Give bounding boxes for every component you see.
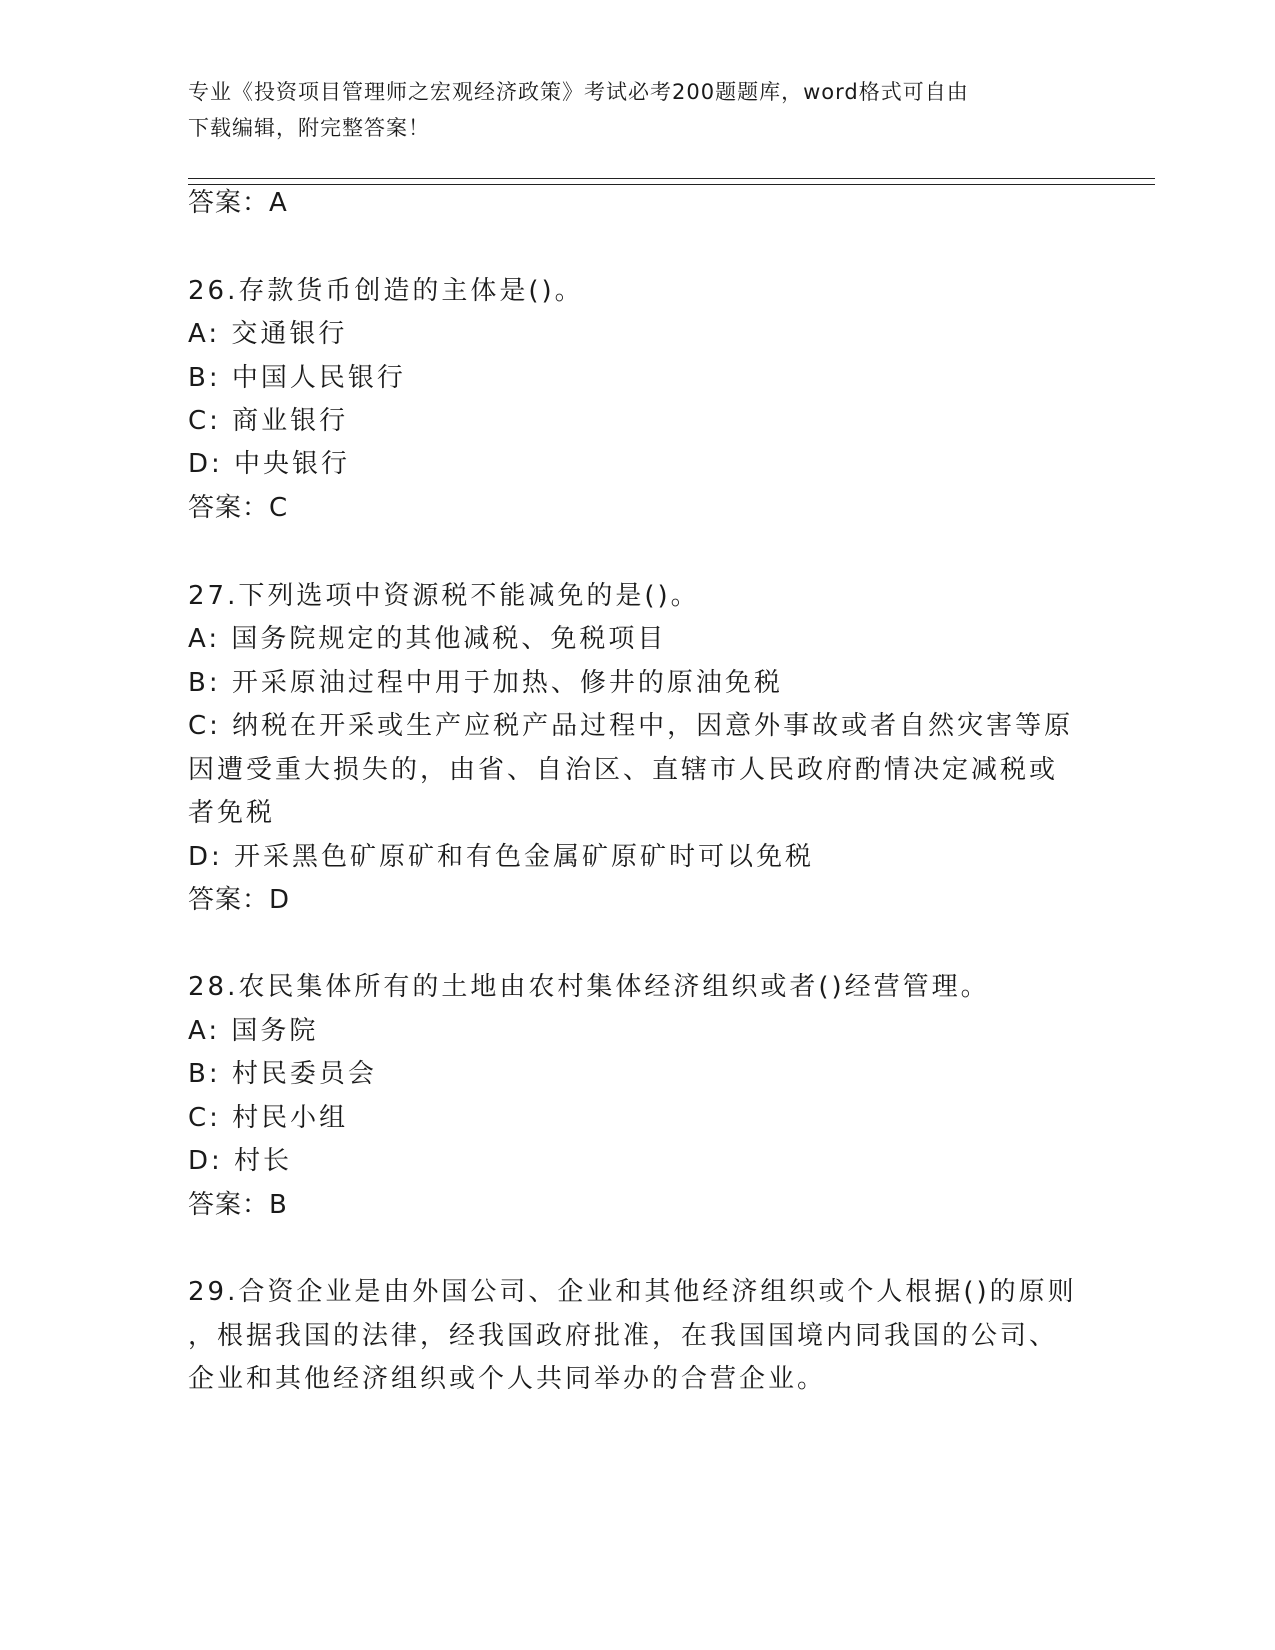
- answer-prev: 答案：A: [188, 188, 288, 218]
- q28-stem: 28.农民集体所有的土地由农村集体经济组织或者()经营管理。: [188, 972, 990, 1002]
- header-rule-top: [188, 178, 1155, 179]
- q28-answer: 答案：B: [188, 1190, 288, 1220]
- q27-stem: 27.下列选项中资源税不能减免的是()。: [188, 581, 700, 611]
- q27-option-c-line-3: 者免税: [188, 798, 276, 828]
- q28-option-c: C: 村民小组: [188, 1103, 349, 1133]
- header-rule-bottom: [188, 184, 1155, 185]
- document-header: [188, 74, 1068, 146]
- q28-option-d: D: 村长: [188, 1146, 293, 1176]
- q29-stem-line-2: ，根据我国的法律，经我国政府批准，在我国国境内同我国的公司、: [188, 1321, 1059, 1351]
- q26-answer: 答案：C: [188, 493, 289, 523]
- q27-option-a: A: 国务院规定的其他减税、免税项目: [188, 624, 667, 654]
- q28-option-b: B: 村民委员会: [188, 1059, 377, 1089]
- q26-option-d: D: 中央银行: [188, 449, 351, 479]
- q28-option-a: A: 国务院: [188, 1016, 319, 1046]
- q27-option-b: B: 开采原油过程中用于加热、修井的原油免税: [188, 668, 783, 698]
- q26-stem: 26.存款货币创造的主体是()。: [188, 276, 584, 306]
- q29-stem-line-3: 企业和其他经济组织或个人共同举办的合营企业。: [188, 1364, 827, 1394]
- q27-option-c-line-1: C: 纳税在开采或生产应税产品过程中，因意外事故或者自然灾害等原: [188, 711, 1074, 741]
- q27-option-c-line-2: 因遭受重大损失的，由省、自治区、直辖市人民政府酌情决定减税或: [188, 755, 1059, 785]
- q26-option-b: B: 中国人民银行: [188, 363, 406, 393]
- q26-option-c: C: 商业银行: [188, 406, 349, 436]
- q29-stem-line-1: 29.合资企业是由外国公司、企业和其他经济组织或个人根据()的原则: [188, 1277, 1077, 1307]
- header-line-1: 专业《投资项目管理师之宏观经济政策》考试必考200题题库，word格式可自由: [188, 80, 969, 104]
- header-line-2: 下载编辑，附完整答案！: [188, 116, 430, 140]
- q27-answer: 答案：D: [188, 885, 291, 915]
- q26-option-a: A: 交通银行: [188, 319, 348, 349]
- q27-option-d: D: 开采黑色矿原矿和有色金属矿原矿时可以免税: [188, 842, 815, 872]
